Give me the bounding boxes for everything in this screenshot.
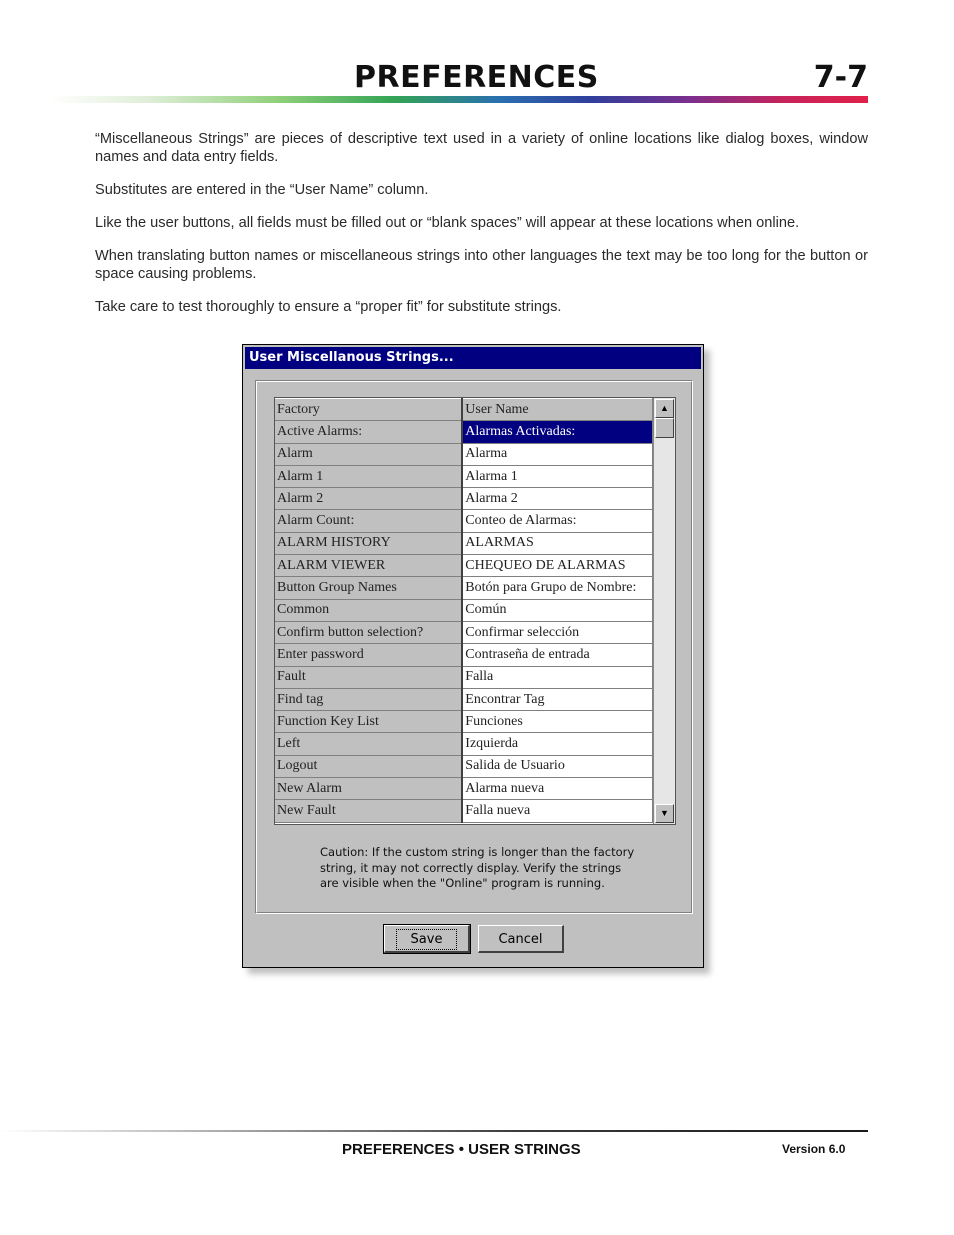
paragraph-3: Like the user buttons, all fields must be filled out or “blank spaces” will appear at these locations when online. [95, 215, 800, 231]
user-name-cell[interactable]: Encontrar Tag [462, 688, 652, 710]
table-header-row [275, 399, 653, 421]
user-name-cell[interactable]: Confirmar selección [462, 621, 652, 643]
user-name-cell[interactable]: Alarma nueva [462, 778, 652, 800]
table-row[interactable] [275, 443, 653, 465]
table-row[interactable] [275, 666, 653, 688]
user-name-cell[interactable]: Alarma [462, 443, 652, 465]
factory-cell: Enter password [275, 644, 462, 666]
page-number: 7-7 [813, 60, 868, 95]
factory-cell: New Alarm [275, 778, 462, 800]
table-row[interactable] [275, 555, 653, 577]
strings-grid [274, 397, 676, 825]
paragraph-5: Take care to test thoroughly to ensure a “proper fit” for substitute strings. [95, 299, 562, 315]
paragraph-4: When translating button names or miscellaneous strings into other languages the text may be too long for the button or space causing problems. [95, 248, 868, 282]
table-row[interactable] [275, 755, 653, 777]
page-title: PREFERENCES [354, 60, 599, 95]
footer-version: Version 6.0 [782, 1142, 846, 1156]
cancel-button[interactable]: Cancel [478, 925, 564, 953]
scroll-up-arrow-icon[interactable]: ▲ [655, 399, 674, 418]
paragraph-1: “Miscellaneous Strings” are pieces of descriptive text used in a variety of online locations like dialog boxes, window names and data entry fields. [95, 131, 868, 165]
factory-cell: Fault [275, 666, 462, 688]
factory-cell: Alarm [275, 443, 462, 465]
scroll-thumb[interactable] [655, 418, 674, 438]
strings-table [275, 398, 653, 823]
table-row[interactable] [275, 688, 653, 710]
dialog-title-bar[interactable]: User Miscellanous Strings... [245, 347, 701, 369]
factory-cell: Confirm button selection? [275, 621, 462, 643]
table-row[interactable] [275, 644, 653, 666]
table-row[interactable] [275, 800, 653, 822]
user-name-cell[interactable]: Izquierda [462, 733, 652, 755]
table-row[interactable] [275, 488, 653, 510]
footer-section-title: PREFERENCES • USER STRINGS [342, 1141, 581, 1158]
header-gradient-bar [50, 96, 868, 103]
user-name-cell[interactable]: Falla nueva [462, 800, 652, 822]
factory-cell: Alarm 1 [275, 465, 462, 487]
user-name-cell[interactable]: Alarmas Activadas: [462, 421, 652, 443]
user-name-cell[interactable]: Botón para Grupo de Nombre: [462, 577, 652, 599]
save-button[interactable] [384, 925, 470, 953]
user-name-cell[interactable]: CHEQUEO DE ALARMAS [462, 555, 652, 577]
table-row[interactable] [275, 599, 653, 621]
paragraph-2: Substitutes are entered in the “User Name” column. [95, 182, 429, 198]
save-button-label: Save [396, 929, 458, 950]
footer-divider [0, 1130, 868, 1132]
user-name-cell[interactable]: ALARMAS [462, 532, 652, 554]
table-row[interactable] [275, 577, 653, 599]
factory-cell: Logout [275, 755, 462, 777]
table-row[interactable] [275, 532, 653, 554]
table-row[interactable] [275, 510, 653, 532]
user-name-cell[interactable]: Salida de Usuario [462, 755, 652, 777]
user-name-cell[interactable]: Funciones [462, 711, 652, 733]
table-row[interactable] [275, 711, 653, 733]
table-row[interactable] [275, 621, 653, 643]
user-strings-dialog [242, 344, 704, 968]
column-header-user-name: User Name [462, 399, 652, 421]
factory-cell: Common [275, 599, 462, 621]
factory-cell: Left [275, 733, 462, 755]
factory-cell: ALARM HISTORY [275, 532, 462, 554]
user-name-cell[interactable]: Alarma 2 [462, 488, 652, 510]
table-row[interactable] [275, 421, 653, 443]
user-name-cell[interactable]: Falla [462, 666, 652, 688]
factory-cell: Alarm Count: [275, 510, 462, 532]
caution-text: Caution: If the custom string is longer than the factory string, it may not correctly display. Verify the strings are visible when the "Online" program is running. [320, 845, 635, 890]
factory-cell: Find tag [275, 688, 462, 710]
factory-cell: Button Group Names [275, 577, 462, 599]
table-row[interactable] [275, 465, 653, 487]
user-name-cell[interactable]: Contraseña de entrada [462, 644, 652, 666]
table-row[interactable] [275, 778, 653, 800]
factory-cell: New Fault [275, 800, 462, 822]
factory-cell: Active Alarms: [275, 421, 462, 443]
user-name-cell[interactable]: Conteo de Alarmas: [462, 510, 652, 532]
factory-cell: Function Key List [275, 711, 462, 733]
user-name-cell[interactable]: Alarma 1 [462, 465, 652, 487]
scroll-down-arrow-icon[interactable]: ▼ [655, 804, 674, 823]
factory-cell: Alarm 2 [275, 488, 462, 510]
column-header-factory: Factory [275, 399, 462, 421]
table-row[interactable] [275, 733, 653, 755]
grid-vertical-scrollbar[interactable] [653, 398, 675, 824]
factory-cell: ALARM VIEWER [275, 555, 462, 577]
user-name-cell[interactable]: Común [462, 599, 652, 621]
